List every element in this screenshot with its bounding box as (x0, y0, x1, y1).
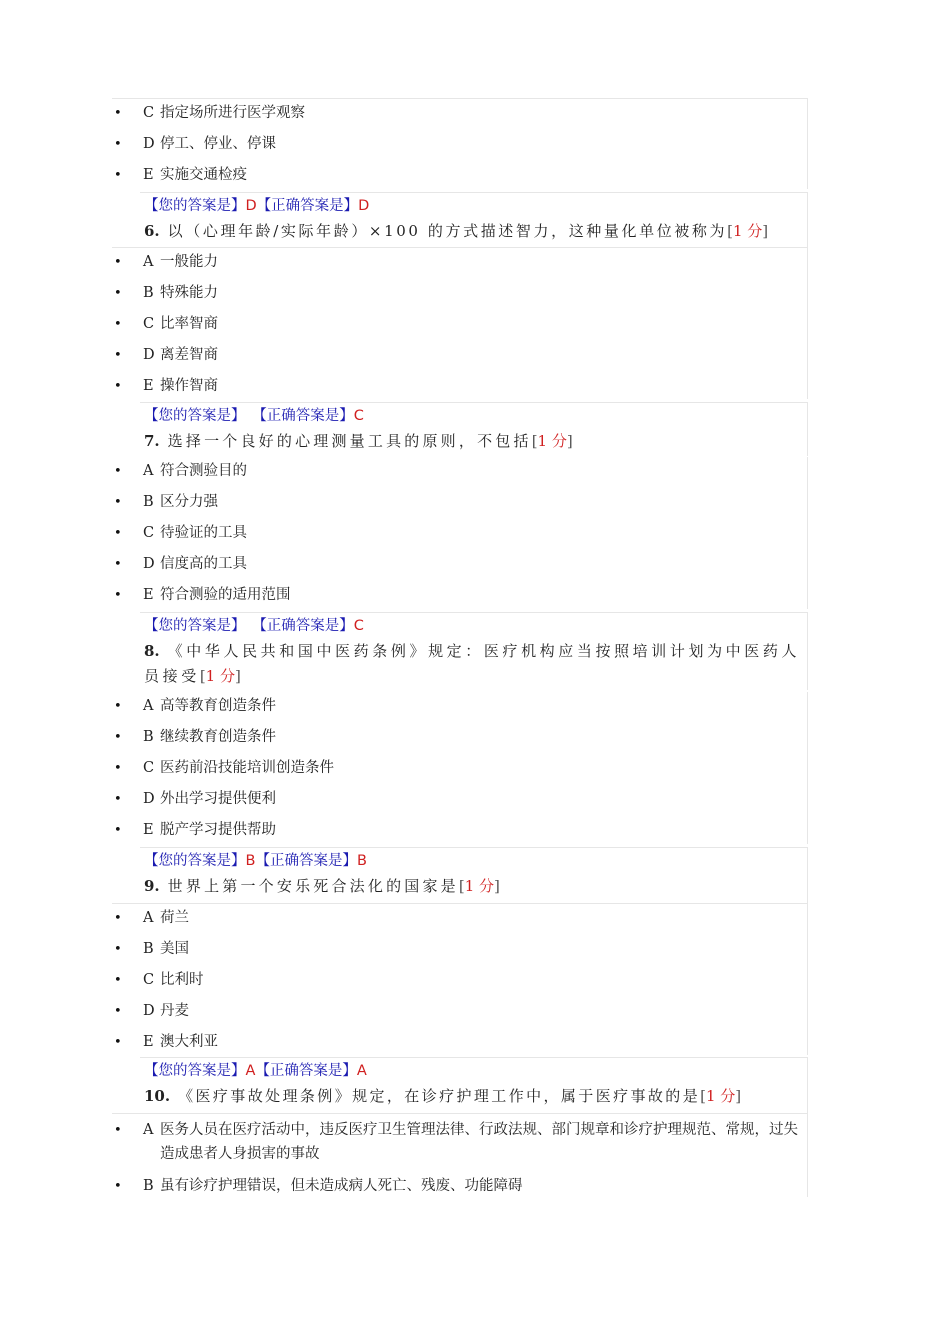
bullet-icon: • (114, 588, 122, 603)
q10-option-b[interactable] (112, 1172, 802, 1203)
option-letter: C (143, 105, 155, 121)
option-letter: B (143, 494, 154, 510)
option-text: 一般能力 (160, 254, 218, 270)
q10-option-a[interactable] (112, 1116, 802, 1172)
correct-answer-label: 【正确答案是】 (259, 618, 354, 634)
question-score: 1 分 (705, 1087, 736, 1105)
option-letter: E (143, 587, 154, 603)
question-number: 7. (144, 432, 160, 450)
option-letter: A (143, 254, 154, 270)
your-answer-value: D (245, 198, 257, 214)
option-text: 美国 (160, 941, 189, 957)
correct-answer-label: 【正确答案是】 (255, 853, 357, 869)
q6-options (112, 247, 808, 399)
bullet-icon: • (114, 1004, 122, 1019)
question-number: 6. (144, 222, 160, 240)
correct-answer-label: 【正确答案是】 (255, 1063, 357, 1079)
option-text: 脱产学习提供帮助 (160, 822, 276, 838)
correct-answer-label: 【正确答案是】 (256, 198, 359, 214)
bullet-icon: • (114, 911, 122, 926)
q7-question: 7. 选择一个良好的心理测量工具的原则，不包括[1 分] (144, 432, 573, 450)
option-letter: A (143, 698, 154, 714)
option-text: 医药前沿技能培训创造条件 (160, 760, 334, 776)
correct-answer-value: C (353, 618, 364, 634)
bullet-icon: • (114, 168, 122, 183)
bullet-icon: • (114, 379, 122, 394)
question-text: 《医疗事故处理条例》规定，在诊疗护理工作中，属于医疗事故的是 (178, 1087, 701, 1105)
q9-answer-line (144, 1060, 367, 1082)
question-text: 以（心理年龄/实际年龄）×100 的方式描述智力，这种量化单位被称为 (167, 222, 728, 240)
option-text: 澳大利亚 (160, 1034, 218, 1050)
bullet-icon: • (114, 942, 122, 957)
option-letter: A (143, 1122, 154, 1138)
option-letter: D (143, 791, 155, 807)
option-letter: B (143, 285, 154, 301)
q6-option-c[interactable] (112, 310, 802, 341)
option-text: 待验证的工具 (160, 525, 247, 541)
correct-answer-value: A (356, 1063, 367, 1079)
q10-header (140, 1057, 808, 1113)
your-answer-value: A (245, 1063, 256, 1079)
q8-option-e[interactable] (112, 816, 802, 847)
q5-options (112, 98, 808, 189)
option-text: 外出学习提供便利 (160, 791, 276, 807)
q9-header (140, 847, 808, 903)
q8-option-a[interactable] (112, 692, 802, 723)
option-text: 符合测验的适用范围 (160, 587, 291, 603)
q8-option-c[interactable] (112, 754, 802, 785)
q8-header (140, 612, 808, 690)
q5-option-c[interactable] (112, 99, 802, 130)
bullet-icon: • (114, 761, 122, 776)
your-answer-label: 【您的答案是】 (144, 408, 246, 424)
q8-options (112, 692, 808, 844)
bullet-icon: • (114, 823, 122, 838)
option-text: 荷兰 (160, 910, 189, 926)
question-number: 10. (144, 1087, 171, 1105)
correct-answer-value: B (356, 853, 367, 869)
q9-option-c[interactable] (112, 966, 802, 997)
your-answer-label: 【您的答案是】 (144, 853, 246, 869)
bullet-icon: • (114, 286, 122, 301)
bullet-icon: • (114, 106, 122, 121)
q6-question: 6. 以（心理年龄/实际年龄）×100 的方式描述智力，这种量化单位被称为[1 分] (144, 222, 769, 240)
q7-option-e[interactable] (112, 581, 802, 612)
your-answer-value: B (245, 853, 256, 869)
option-text: 操作智商 (160, 378, 218, 394)
q8-question: 8. 《中华人民共和国中医药条例》规定：医疗机构应当按照培训计划为中医药人员接受[1 分] (144, 642, 801, 685)
option-letter: D (143, 1003, 155, 1019)
bullet-icon: • (114, 1035, 122, 1050)
option-letter: D (143, 556, 155, 572)
q8-answer-line (144, 850, 367, 872)
correct-answer-label: 【正确答案是】 (259, 408, 354, 424)
option-text: 继续教育创造条件 (160, 729, 276, 745)
question-score: 1 分 (205, 667, 235, 685)
option-text: 虽有诊疗护理错误，但未造成病人死亡、残废、功能障碍 (160, 1178, 523, 1194)
option-letter: D (143, 347, 155, 363)
question-score: 1 分 (464, 877, 495, 895)
q7-answer-line (144, 615, 364, 637)
question-number: 9. (144, 877, 160, 895)
option-letter: E (143, 1034, 154, 1050)
option-letter: D (143, 136, 155, 152)
q9-option-b[interactable] (112, 935, 802, 966)
q5-option-e[interactable] (112, 161, 802, 192)
question-score: 1 分 (537, 432, 567, 450)
q5-answer-line (144, 195, 369, 217)
option-text: 离差智商 (160, 347, 218, 363)
option-letter: B (143, 1178, 154, 1194)
q9-option-d[interactable] (112, 997, 802, 1028)
bullet-icon: • (114, 557, 122, 572)
bullet-icon: • (114, 526, 122, 541)
bullet-icon: • (114, 973, 122, 988)
bullet-icon: • (114, 495, 122, 510)
option-letter: A (143, 463, 154, 479)
question-text: 《中华人民共和国中医药条例》规定：医疗机构应当按照培训计划为中医药人员接受 (144, 642, 801, 685)
q7-option-c[interactable] (112, 519, 802, 550)
option-text: 区分力强 (160, 494, 218, 510)
q8-option-d[interactable] (112, 785, 802, 816)
correct-answer-value: C (353, 408, 364, 424)
option-text: 医务人员在医疗活动中，违反医疗卫生管理法律、行政法规、部门规章和诊疗护理规范、常规，过失造成患者人身损害的事故 (160, 1122, 798, 1162)
q5-option-d[interactable] (112, 130, 802, 161)
option-letter: C (143, 525, 155, 541)
bullet-icon: • (114, 1179, 122, 1194)
q10-question: 10. 《医疗事故处理条例》规定，在诊疗护理工作中，属于医疗事故的是[1 分] (144, 1087, 742, 1105)
option-text: 实施交通检疫 (160, 167, 247, 183)
option-text: 高等教育创造条件 (160, 698, 276, 714)
your-answer-label: 【您的答案是】 (144, 198, 246, 214)
option-text: 停工、停业、停课 (160, 136, 276, 152)
correct-answer-value: D (358, 198, 370, 214)
option-letter: E (143, 378, 154, 394)
q7-option-b[interactable] (112, 488, 802, 519)
q10-options (112, 1113, 808, 1197)
bullet-icon: • (114, 317, 122, 332)
q6-option-b[interactable] (112, 279, 802, 310)
q6-header (140, 192, 808, 248)
option-text: 比率智商 (160, 316, 218, 332)
bullet-icon: • (114, 137, 122, 152)
option-text: 特殊能力 (160, 285, 218, 301)
option-text: 指定场所进行医学观察 (160, 105, 305, 121)
q7-header (140, 402, 808, 456)
option-text: 丹麦 (160, 1003, 189, 1019)
bullet-icon: • (114, 255, 122, 270)
bullet-icon: • (114, 792, 122, 807)
your-answer-label: 【您的答案是】 (144, 1063, 246, 1079)
q9-question: 9. 世界上第一个安乐死合法化的国家是[1 分] (144, 877, 500, 895)
q9-options (112, 903, 808, 1055)
bullet-icon: • (114, 730, 122, 745)
bullet-icon: • (114, 348, 122, 363)
option-letter: A (143, 910, 154, 926)
q7-option-a[interactable] (112, 457, 802, 488)
q7-options (112, 457, 808, 609)
option-letter: E (143, 822, 154, 838)
q6-option-a[interactable] (112, 248, 802, 279)
q6-option-d[interactable] (112, 341, 802, 372)
option-letter: C (143, 760, 155, 776)
question-score: 1 分 (732, 222, 763, 240)
bullet-icon: • (114, 699, 122, 714)
option-letter: C (143, 316, 155, 332)
q8-option-b[interactable] (112, 723, 802, 754)
q7-option-d[interactable] (112, 550, 802, 581)
q9-option-e[interactable] (112, 1028, 802, 1059)
bullet-icon: • (114, 464, 122, 479)
option-letter: B (143, 729, 154, 745)
option-text: 符合测验目的 (160, 463, 247, 479)
option-text: 比利时 (160, 972, 204, 988)
option-letter: E (143, 167, 154, 183)
q6-option-e[interactable] (112, 372, 802, 403)
q9-option-a[interactable] (112, 904, 802, 935)
option-letter: C (143, 972, 155, 988)
option-text: 信度高的工具 (160, 556, 247, 572)
option-letter: B (143, 941, 154, 957)
bullet-icon: • (114, 1123, 122, 1138)
question-text: 选择一个良好的心理测量工具的原则，不包括 (167, 432, 532, 450)
question-number: 8. (144, 642, 160, 660)
q6-answer-line (144, 405, 364, 427)
question-text: 世界上第一个安乐死合法化的国家是 (167, 877, 459, 895)
your-answer-label: 【您的答案是】 (144, 618, 246, 634)
